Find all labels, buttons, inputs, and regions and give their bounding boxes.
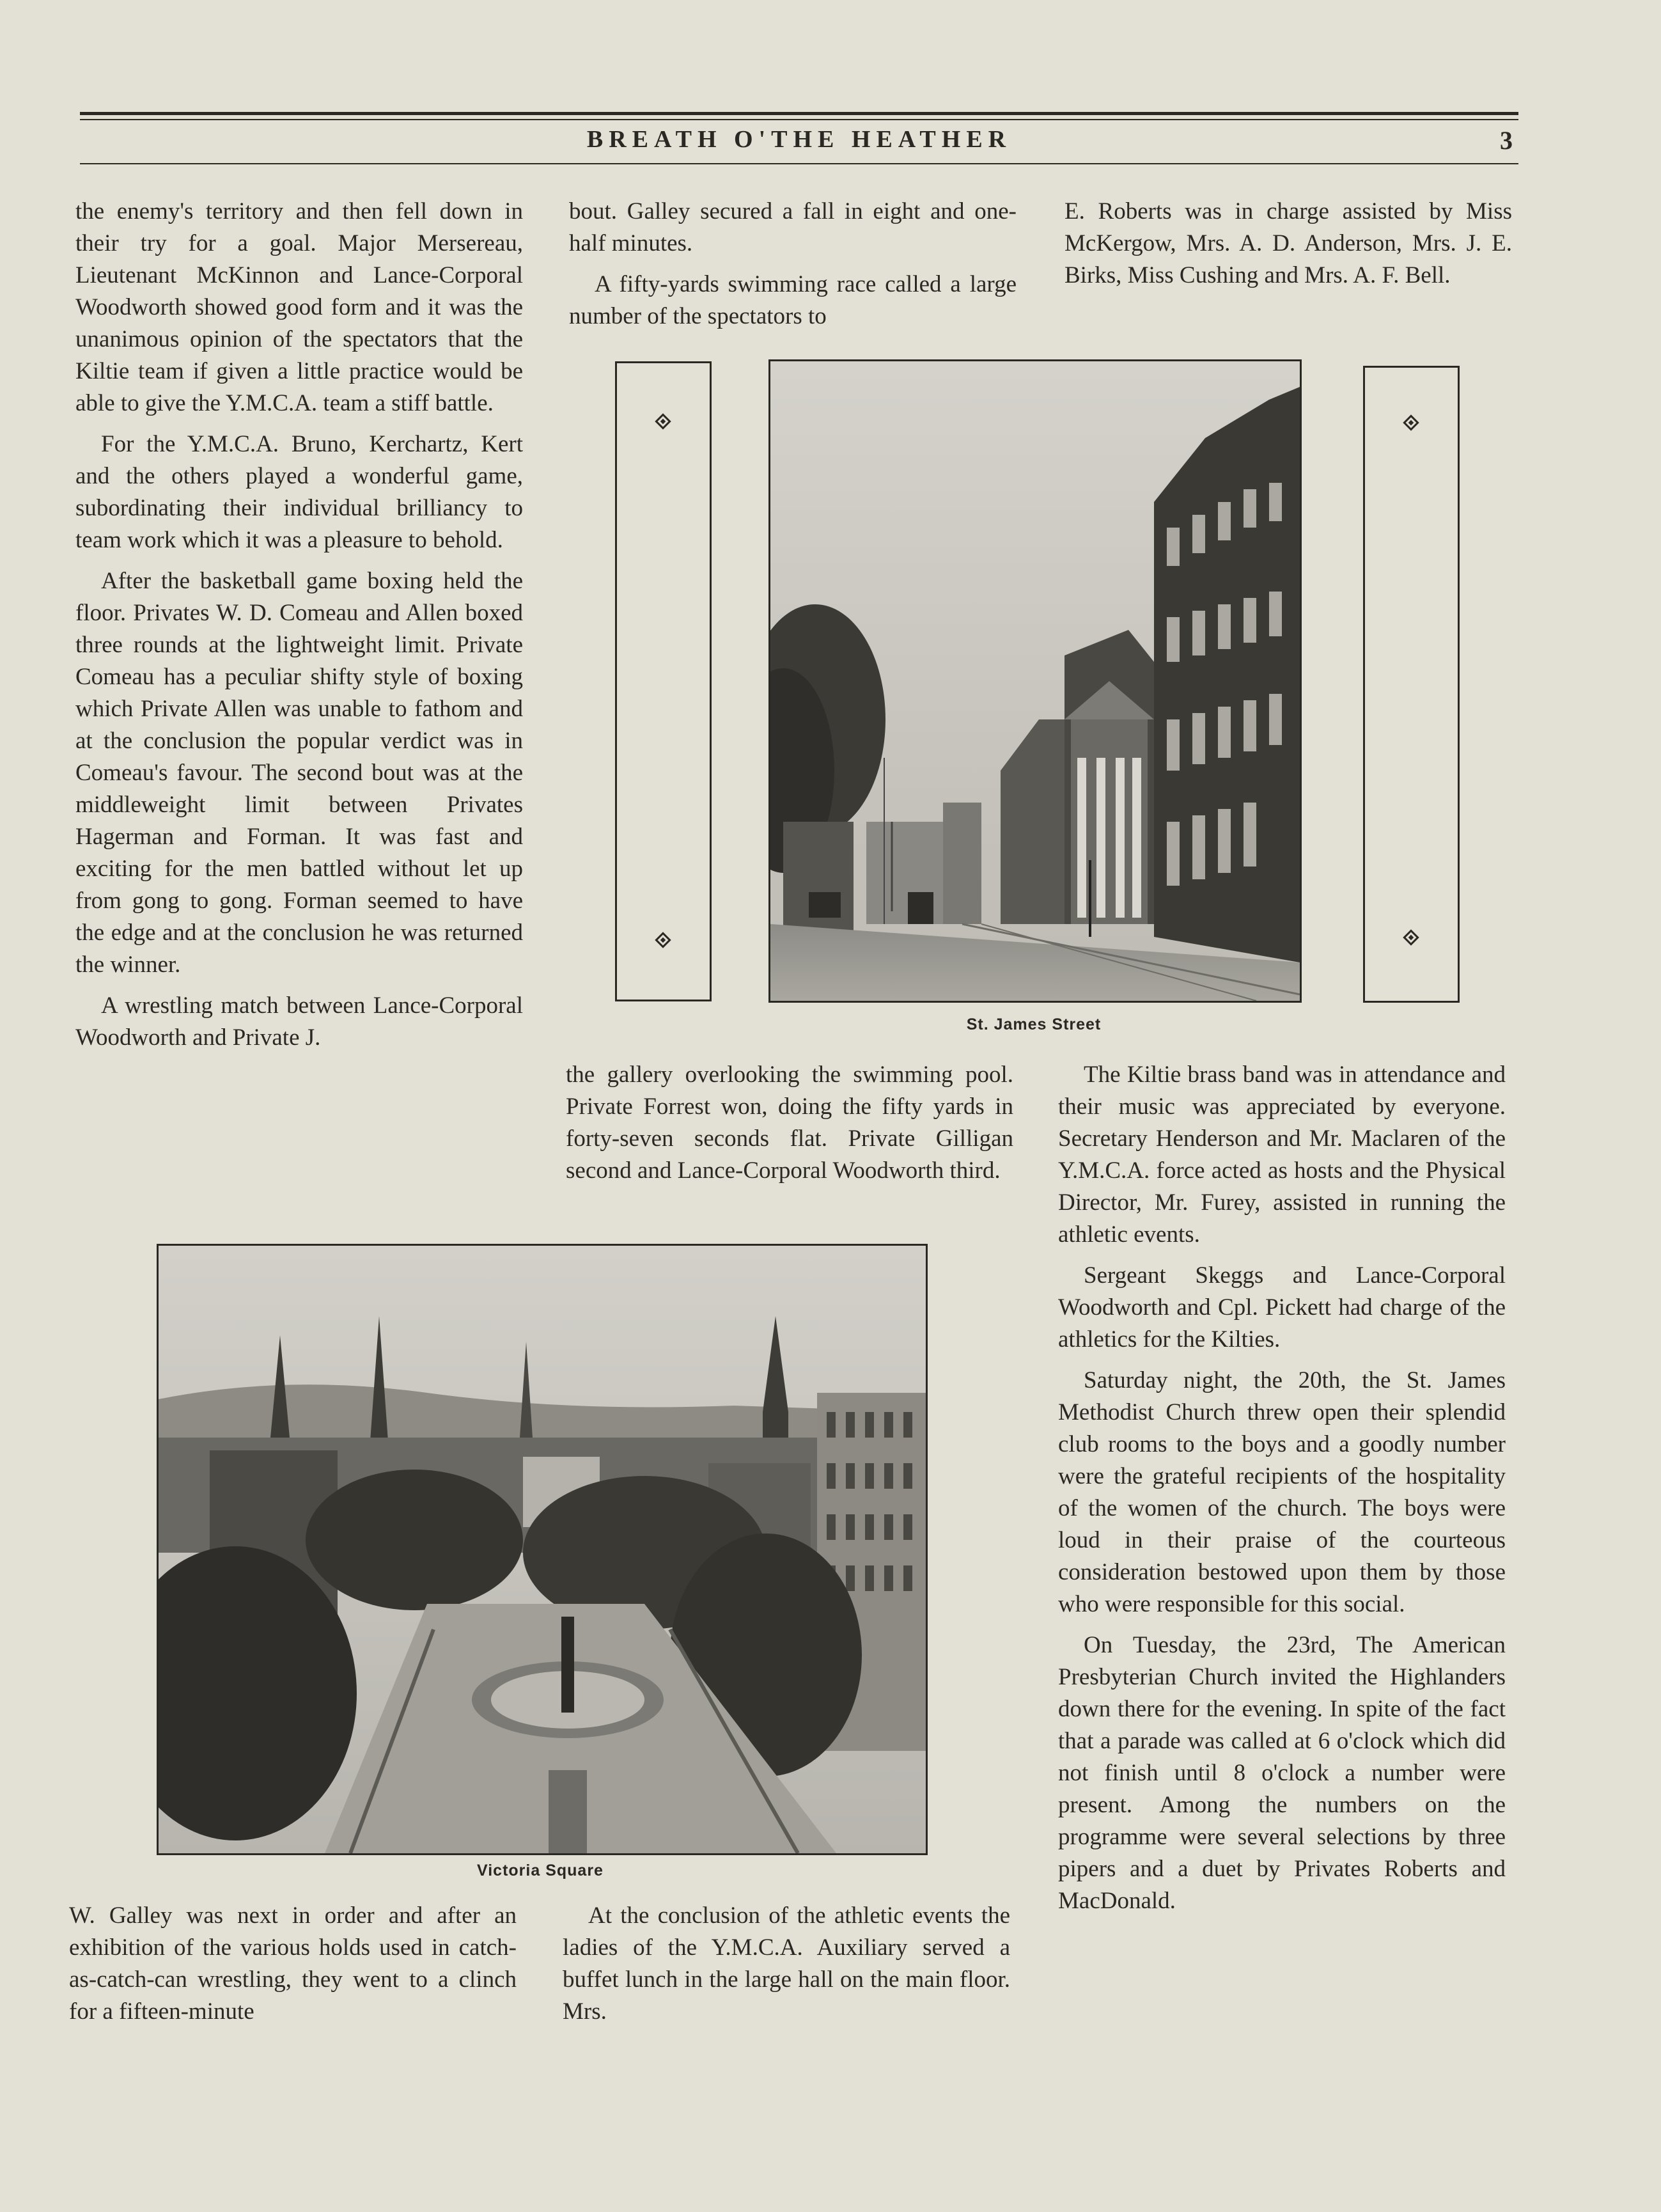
paragraph: the enemy's territory and then fell down in their try for a goal. Major Mersereau, Lieutenant McKinnon and Lance-Corporal Woodworth showed good form and it was the unanimous opinion of the spectators that the Kiltie team if given a little practice would be able to give the Y.M.C.A. team a stiff battle. [75, 198, 523, 416]
column-2-middle [566, 1059, 1013, 1196]
page-number: 3 [1500, 126, 1513, 155]
st-james-street-caption: St. James Street [966, 1016, 1102, 1033]
paragraph: After the basketball game boxing held the floor. Privates W. D. Comeau and Allen boxed three rounds at the lightweight limit. Private Comeau has a peculiar shifty style of boxing which Private Allen was unable to fathom and at the conclusion the popular verdict was in Comeau's favour. The second bout was at the middleweight limit between Privates Hagerman and Forman. It was fast and exciting for the men battled without let up from gong to gong. Forman seemed to have the edge and at the conclusion he was returned the winner. [75, 568, 523, 978]
paragraph: E. Roberts was in charge assisted by Miss McKergow, Mrs. A. D. Anderson, Mrs. J. E. Birks, Miss Cushing and Mrs. A. F. Bell. [1064, 198, 1512, 288]
paragraph: At the conclusion of the athletic events the ladies of the Y.M.C.A. Auxiliary served a buffet lunch in the large hall on the main floor. Mrs. [563, 1902, 1010, 2025]
column-3-lower [1058, 1059, 1506, 1926]
column-1-upper [75, 196, 523, 1063]
header-rule-thin [80, 119, 1518, 120]
victoria-square-photo [157, 1244, 928, 1855]
running-title: BREATH O'THE HEATHER [586, 126, 1012, 153]
victoria-square-caption: Victoria Square [477, 1862, 604, 1879]
decorative-side-panel-right [1363, 366, 1460, 1003]
header-rule-bottom [80, 163, 1518, 164]
st-james-street-image [770, 361, 1300, 1001]
paragraph: For the Y.M.C.A. Bruno, Kerchartz, Kert and the others played a wonderful game, subordinating their individual brilliancy to team work which it was a pleasure to behold. [75, 431, 523, 553]
column-2-top [569, 196, 1017, 341]
paragraph: bout. Galley secured a fall in eight and one-half minutes. [569, 198, 1017, 256]
paragraph: Saturday night, the 20th, the St. James Methodist Church threw open their splendid club rooms to the boys and a goodly number were the grateful recipients of the hospitality of the women of the church. The boys were loud in their praise of the courteous consideration bestowed upon them by those who were responsible for this social. [1058, 1367, 1506, 1617]
column-1-bottom [69, 1900, 517, 2037]
ornament-diamond-icon [655, 413, 671, 429]
paragraph: W. Galley was next in order and after an exhibition of the various holds used in catch-as-catch-can wrestling, they went to a clinch for a fifteen-minute [69, 1902, 517, 2025]
column-3-top [1064, 196, 1512, 301]
paragraph: the gallery overlooking the swimming pool. Private Forrest won, doing the fifty yards in forty-seven seconds flat. Private Gilligan second and Lance-Corporal Woodworth third. [566, 1062, 1013, 1184]
decorative-side-panel-left [615, 361, 712, 1001]
paragraph: A fifty-yards swimming race called a large number of the spectators to [569, 271, 1017, 329]
ornament-diamond-icon [1403, 929, 1419, 945]
paragraph: Sergeant Skeggs and Lance-Corporal Woodworth and Cpl. Pickett had charge of the athletics for the Kilties. [1058, 1262, 1506, 1353]
victoria-square-image [159, 1246, 926, 1853]
column-2-bottom [563, 1900, 1010, 2037]
st-james-street-photo [768, 359, 1302, 1003]
ornament-diamond-icon [1403, 414, 1419, 430]
paragraph: On Tuesday, the 23rd, The American Presbyterian Church invited the Highlanders down there for the evening. In spite of the fact that a parade was called at 6 o'clock which did not finish until 8 o'clock a number were present. Among the numbers on the programme were several selections by three pipers and a duet by Privates Roberts and MacDonald. [1058, 1632, 1506, 1914]
ornament-diamond-icon [655, 932, 671, 948]
paragraph: A wrestling match between Lance-Corporal Woodworth and Private J. [75, 992, 523, 1051]
header-rule-thick [80, 112, 1518, 115]
paragraph: The Kiltie brass band was in attendance and their music was appreciated by everyone. Secretary Henderson and Mr. Maclaren of the Y.M.C.A. force acted as hosts and the Physical Director, Mr. Furey, assisted in running the athletic events. [1058, 1062, 1506, 1248]
